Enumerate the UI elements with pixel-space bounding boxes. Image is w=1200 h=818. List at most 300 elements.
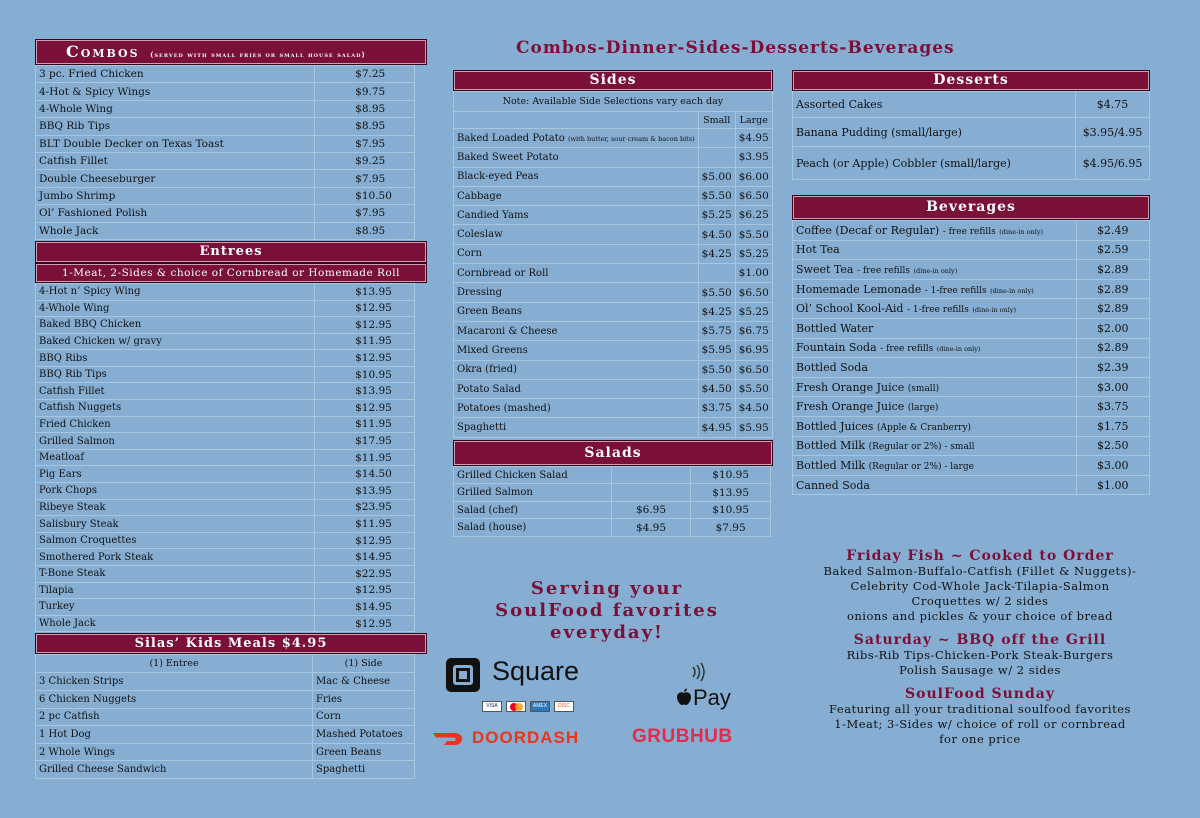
kids-table xyxy=(35,654,415,779)
discover-card-icon: DISC xyxy=(554,701,574,712)
beverage-item-extra: - free refills xyxy=(880,344,934,355)
serving-line-2: SoulFood favorites xyxy=(495,600,719,621)
salad-item-name: Grilled Salmon xyxy=(454,484,612,502)
entrees-header xyxy=(35,241,427,263)
left-column xyxy=(35,39,427,779)
kids-entree: Grilled Cheese Sandwich xyxy=(36,761,313,779)
side-item xyxy=(454,302,699,321)
mastercard-icon xyxy=(506,701,526,712)
special-block xyxy=(800,548,1160,624)
combo-item-price: $7.95 xyxy=(315,170,415,187)
entree-row xyxy=(36,416,415,433)
beverage-item-extra: - free refills xyxy=(942,226,996,237)
visa-card-icon: VISA xyxy=(482,701,502,712)
entree-row xyxy=(36,300,415,317)
entrees-title: Entrees xyxy=(199,243,263,259)
side-small-price: $5.50 xyxy=(698,360,735,379)
side-small-price xyxy=(698,264,735,283)
side-row xyxy=(454,283,773,302)
beverage-item-extra: (Apple & Cranberry) xyxy=(876,422,972,433)
side-small-price: $5.95 xyxy=(698,341,735,360)
beverage-row xyxy=(793,436,1150,456)
combo-item-price: $8.95 xyxy=(315,100,415,117)
salad-large-price: $10.95 xyxy=(691,501,771,519)
kids-entree: 2 pc Catfish xyxy=(36,708,313,726)
sides-col-large: Large xyxy=(735,112,772,129)
sides-note-row xyxy=(454,92,773,112)
side-item-name: Spaghetti xyxy=(457,422,507,434)
entrees-subheader xyxy=(35,263,427,283)
side-item-name: Macaroni & Cheese xyxy=(457,325,558,337)
apple-pay-label: Pay xyxy=(693,685,731,710)
side-item-name: Cabbage xyxy=(457,190,502,202)
right-column xyxy=(792,70,1150,180)
beverage-row xyxy=(793,358,1150,378)
beverage-item xyxy=(793,475,1077,495)
beverage-item-name: Hot Tea xyxy=(796,243,840,257)
beverage-item-name: Bottled Milk xyxy=(796,439,866,453)
special-block xyxy=(800,632,1160,678)
salad-small-price: $4.95 xyxy=(611,519,691,537)
salad-row xyxy=(454,484,771,502)
dessert-row xyxy=(793,147,1150,180)
beverage-item-name: Bottled Soda xyxy=(796,360,868,374)
entree-row xyxy=(36,333,415,350)
entree-row xyxy=(36,350,415,367)
side-item xyxy=(454,264,699,283)
side-row xyxy=(454,379,773,398)
beverage-item xyxy=(793,456,1077,476)
side-item xyxy=(454,129,699,148)
kids-side: Mashed Potatoes xyxy=(313,726,415,744)
side-small-price: $5.00 xyxy=(698,167,735,186)
beverage-item xyxy=(793,318,1077,338)
combos-title: Combos xyxy=(66,42,140,61)
entree-item-price: $12.95 xyxy=(315,350,415,367)
side-row xyxy=(454,206,773,225)
grubhub-label: GRUBHUB xyxy=(632,726,733,747)
beverage-item-price: $2.39 xyxy=(1076,358,1149,378)
beverage-item xyxy=(793,299,1077,319)
entree-item-price: $12.95 xyxy=(315,615,415,632)
salad-small-price: $6.95 xyxy=(611,501,691,519)
square-icon xyxy=(446,658,480,692)
beverage-item-price: $2.50 xyxy=(1076,436,1149,456)
special-line: Celebrity Cod-Whole Jack-Tilapia-Salmon xyxy=(850,579,1110,593)
entree-row xyxy=(36,549,415,566)
serving-line-3: everyday! xyxy=(550,622,664,643)
entree-item-name: Salisbury Steak xyxy=(36,516,315,533)
combo-item-price: $7.25 xyxy=(315,66,415,83)
beverage-item-price: $3.00 xyxy=(1076,456,1149,476)
side-item xyxy=(454,379,699,398)
side-large-price: $5.25 xyxy=(735,244,772,263)
combo-item-price: $9.25 xyxy=(315,152,415,169)
entrees-table xyxy=(35,283,415,632)
beverage-item-name: Sweet Tea xyxy=(796,262,854,276)
beverage-item xyxy=(793,240,1077,260)
combo-item-price: $9.75 xyxy=(315,83,415,100)
combo-item-name: Catfish Fillet xyxy=(36,152,315,169)
dessert-row xyxy=(793,118,1150,147)
dessert-item-price: $3.95/4.95 xyxy=(1076,118,1150,147)
dessert-item-name: Peach (or Apple) Cobbler (small/large) xyxy=(793,147,1076,180)
beverage-item-extra: (small) xyxy=(907,383,940,394)
side-item xyxy=(454,399,699,418)
side-item-name: Dressing xyxy=(457,287,503,299)
kids-side: Green Beans xyxy=(313,743,415,761)
salad-large-price: $7.95 xyxy=(691,519,771,537)
entree-item-name: Salmon Croquettes xyxy=(36,532,315,549)
square-label: Square xyxy=(492,656,580,686)
combo-item-price: $10.50 xyxy=(315,187,415,204)
desserts-header xyxy=(792,70,1150,91)
sides-col-small: Small xyxy=(698,112,735,129)
special-title: Friday Fish ~ Cooked to Order xyxy=(846,548,1114,564)
entree-row xyxy=(36,383,415,400)
sides-col-blank xyxy=(454,112,699,129)
special-line: for one price xyxy=(939,732,1021,746)
special-line: Baked Salmon-Buffalo-Catfish (Fillet & Nuggets)- xyxy=(823,564,1137,578)
beverage-row xyxy=(793,397,1150,417)
card-logos xyxy=(482,701,574,713)
entree-item-name: BBQ Rib Tips xyxy=(36,366,315,383)
side-row xyxy=(454,225,773,244)
special-line: Featuring all your traditional soulfood favorites xyxy=(829,702,1131,716)
side-large-price: $4.50 xyxy=(735,399,772,418)
entree-item-price: $22.95 xyxy=(315,566,415,583)
salad-item-name: Salad (house) xyxy=(454,519,612,537)
side-item xyxy=(454,206,699,225)
beverage-row xyxy=(793,456,1150,476)
combo-item-name: 4-Whole Wing xyxy=(36,100,315,117)
beverage-item-name: Homemade Lemonade xyxy=(796,282,922,296)
entree-item-name: Baked BBQ Chicken xyxy=(36,317,315,334)
side-large-price: $5.95 xyxy=(735,418,772,437)
side-item-name: Mixed Greens xyxy=(457,344,528,356)
salad-large-price: $10.95 xyxy=(691,466,771,484)
beverage-item-name: Fresh Orange Juice xyxy=(796,400,905,414)
side-item-name: Corn xyxy=(457,248,482,260)
entree-item-price: $12.95 xyxy=(315,400,415,417)
side-row xyxy=(454,418,773,437)
side-row xyxy=(454,341,773,360)
entree-item-price: $11.95 xyxy=(315,416,415,433)
dessert-item-name: Banana Pudding (small/large) xyxy=(793,118,1076,147)
kids-row xyxy=(36,708,415,726)
side-small-price xyxy=(698,148,735,167)
side-row xyxy=(454,148,773,167)
side-item-name: Baked Loaded Potato xyxy=(457,132,565,144)
middle-column xyxy=(453,70,773,537)
sides-table xyxy=(453,91,773,438)
side-large-price: $6.25 xyxy=(735,206,772,225)
combo-row xyxy=(36,222,415,239)
side-item-name: Potato Salad xyxy=(457,383,521,395)
beverage-item-name: Bottled Milk xyxy=(796,458,866,472)
dessert-item-name: Assorted Cakes xyxy=(793,92,1076,118)
kids-side: Mac & Cheese xyxy=(313,673,415,691)
beverage-item-name: Bottled Water xyxy=(796,321,874,335)
entree-item-price: $13.95 xyxy=(315,283,415,300)
kids-row xyxy=(36,673,415,691)
beverage-row xyxy=(793,377,1150,397)
kids-title: Silas’ Kids Meals $4.95 xyxy=(134,636,328,652)
desserts-table xyxy=(792,91,1150,180)
side-small-price: $4.50 xyxy=(698,225,735,244)
combo-row xyxy=(36,66,415,83)
side-small-price: $5.25 xyxy=(698,206,735,225)
entree-row xyxy=(36,516,415,533)
side-item xyxy=(454,148,699,167)
combo-item-name: BBQ Rib Tips xyxy=(36,118,315,135)
salads-title: Salads xyxy=(584,444,642,461)
beverage-item-extra: (Regular or 2%) - large xyxy=(868,461,974,472)
beverages-header xyxy=(792,195,1150,220)
side-large-price: $6.75 xyxy=(735,321,772,340)
side-row xyxy=(454,399,773,418)
entree-item-price: $14.95 xyxy=(315,599,415,616)
beverage-row xyxy=(793,475,1150,495)
special-block xyxy=(800,686,1160,747)
side-large-price: $6.00 xyxy=(735,167,772,186)
entree-item-price: $10.95 xyxy=(315,366,415,383)
side-large-price: $5.50 xyxy=(735,379,772,398)
sides-title: Sides xyxy=(589,72,637,88)
beverage-row xyxy=(793,221,1150,241)
entree-row xyxy=(36,449,415,466)
kids-entree: 2 Whole Wings xyxy=(36,743,313,761)
side-large-price: $5.50 xyxy=(735,225,772,244)
side-item xyxy=(454,167,699,186)
side-row xyxy=(454,244,773,263)
entree-row xyxy=(36,499,415,516)
sides-note: Note: Available Side Selections vary each day xyxy=(454,92,773,112)
salad-row xyxy=(454,501,771,519)
side-item-name: Cornbread or Roll xyxy=(457,267,549,279)
beverage-item xyxy=(793,260,1077,280)
dessert-item-price: $4.95/6.95 xyxy=(1076,147,1150,180)
combo-row xyxy=(36,83,415,100)
entree-item-name: 4-Whole Wing xyxy=(36,300,315,317)
entree-row xyxy=(36,433,415,450)
doordash-label: DOORDASH xyxy=(472,728,580,747)
beverage-item-price: $2.89 xyxy=(1076,279,1149,299)
combo-item-name: BLT Double Decker on Texas Toast xyxy=(36,135,315,152)
beverage-item-extra: (large) xyxy=(907,403,939,414)
entree-row xyxy=(36,400,415,417)
beverage-item xyxy=(793,221,1077,241)
beverages-section xyxy=(792,195,1150,495)
beverage-item-extra: - 1-free refills xyxy=(906,305,969,316)
entree-item-name: Fried Chicken xyxy=(36,416,315,433)
combo-item-name: 3 pc. Fried Chicken xyxy=(36,66,315,83)
special-line: Ribs-Rib Tips-Chicken-Pork Steak-Burgers xyxy=(846,648,1114,662)
kids-side: Corn xyxy=(313,708,415,726)
side-row xyxy=(454,264,773,283)
entree-item-name: Tilapia xyxy=(36,582,315,599)
kids-col-side: (1) Side xyxy=(313,655,415,673)
combo-row xyxy=(36,152,415,169)
combo-item-name: Double Cheeseburger xyxy=(36,170,315,187)
kids-side: Spaghetti xyxy=(313,761,415,779)
entree-item-name: Pig Ears xyxy=(36,466,315,483)
side-large-price: $5.25 xyxy=(735,302,772,321)
kids-header xyxy=(35,633,427,654)
beverage-item xyxy=(793,358,1077,378)
apple-icon xyxy=(676,688,692,706)
beverage-item-price: $2.89 xyxy=(1076,260,1149,280)
combo-row xyxy=(36,118,415,135)
beverage-item-price: $2.89 xyxy=(1076,299,1149,319)
combo-row xyxy=(36,100,415,117)
side-item-name: Black-eyed Peas xyxy=(457,171,539,183)
entree-item-price: $14.95 xyxy=(315,549,415,566)
side-item xyxy=(454,321,699,340)
beverage-item-price: $1.75 xyxy=(1076,416,1149,436)
beverage-item-note: (dine-in only) xyxy=(990,286,1034,295)
combo-item-price: $8.95 xyxy=(315,222,415,239)
dessert-item-price: $4.75 xyxy=(1076,92,1150,118)
kids-entree: 3 Chicken Strips xyxy=(36,673,313,691)
kids-row xyxy=(36,690,415,708)
beverage-row xyxy=(793,240,1150,260)
combo-row xyxy=(36,135,415,152)
desserts-title: Desserts xyxy=(933,72,1009,88)
beverage-item-price: $2.00 xyxy=(1076,318,1149,338)
beverage-item xyxy=(793,416,1077,436)
page-title: Combos-Dinner-Sides-Desserts-Beverages xyxy=(516,38,955,58)
beverage-item-note: (dine-in only) xyxy=(972,306,1017,315)
entree-item-name: Whole Jack xyxy=(36,615,315,632)
side-item xyxy=(454,341,699,360)
beverage-row xyxy=(793,338,1150,358)
combo-item-price: $7.95 xyxy=(315,135,415,152)
side-item xyxy=(454,225,699,244)
entree-item-price: $11.95 xyxy=(315,516,415,533)
entree-item-price: $23.95 xyxy=(315,499,415,516)
salad-row xyxy=(454,519,771,537)
side-row xyxy=(454,186,773,205)
beverage-item xyxy=(793,397,1077,417)
beverage-item-name: Fountain Soda xyxy=(796,341,877,355)
side-small-price: $3.75 xyxy=(698,399,735,418)
beverages-title: Beverages xyxy=(926,199,1016,215)
entree-item-name: Pork Chops xyxy=(36,483,315,500)
beverage-item xyxy=(793,377,1077,397)
serving-tagline xyxy=(452,578,762,644)
side-item-name: Potatoes (mashed) xyxy=(457,402,551,414)
beverage-item-note: (dine-in only) xyxy=(936,345,981,354)
entree-row xyxy=(36,366,415,383)
salad-item-name: Grilled Chicken Salad xyxy=(454,466,612,484)
salad-small-price xyxy=(611,484,691,502)
side-large-price: $4.95 xyxy=(735,129,772,148)
entree-row xyxy=(36,582,415,599)
entree-row xyxy=(36,615,415,632)
combo-row xyxy=(36,187,415,204)
side-item xyxy=(454,244,699,263)
kids-col-header-row xyxy=(36,655,415,673)
entree-row xyxy=(36,599,415,616)
entree-item-name: T-Bone Steak xyxy=(36,566,315,583)
entrees-subtitle: 1-Meat, 2-Sides & choice of Cornbread or Homemade Roll xyxy=(62,266,400,279)
kids-row xyxy=(36,761,415,779)
beverage-item-note: (dine-in only) xyxy=(999,227,1043,236)
beverage-item xyxy=(793,436,1077,456)
side-small-price: $5.50 xyxy=(698,186,735,205)
entree-row xyxy=(36,317,415,334)
combo-item-price: $7.95 xyxy=(315,205,415,222)
side-small-price xyxy=(698,129,735,148)
entree-item-name: Catfish Fillet xyxy=(36,383,315,400)
side-small-price: $4.25 xyxy=(698,302,735,321)
side-item-name: Coleslaw xyxy=(457,229,503,241)
entree-item-price: $13.95 xyxy=(315,383,415,400)
combo-item-name: Whole Jack xyxy=(36,222,315,239)
salad-item-name: Salad (chef) xyxy=(454,501,612,519)
beverage-item-name: Canned Soda xyxy=(796,478,870,492)
entree-item-price: $12.95 xyxy=(315,582,415,599)
special-line: onions and pickles & your choice of bread xyxy=(846,609,1114,623)
side-large-price: $6.50 xyxy=(735,283,772,302)
kids-col-entree: (1) Entree xyxy=(36,655,313,673)
entree-row xyxy=(36,566,415,583)
special-line: Croquettes w/ 2 sides xyxy=(911,594,1049,608)
entree-item-name: Smothered Pork Steak xyxy=(36,549,315,566)
beverage-item-extra: - 1-free refills xyxy=(924,285,987,296)
dessert-row xyxy=(793,92,1150,118)
beverage-item-extra: - free refills xyxy=(856,265,911,276)
entree-item-name: Meatloaf xyxy=(36,449,315,466)
entree-item-price: $13.95 xyxy=(315,483,415,500)
side-row xyxy=(454,129,773,148)
combo-row xyxy=(36,170,415,187)
side-item-note: (with butter, sour cream & bacon bits) xyxy=(567,134,695,143)
side-small-price: $5.50 xyxy=(698,283,735,302)
side-item-name: Green Beans xyxy=(457,306,523,318)
entree-item-price: $14.50 xyxy=(315,466,415,483)
combo-item-name: Jumbo Shrimp xyxy=(36,187,315,204)
entree-item-name: Baked Chicken w/ gravy xyxy=(36,333,315,350)
beverage-item xyxy=(793,338,1077,358)
combo-item-name: 4-Hot & Spicy Wings xyxy=(36,83,315,100)
salads-header xyxy=(453,440,773,466)
entree-item-price: $12.95 xyxy=(315,532,415,549)
side-small-price: $4.95 xyxy=(698,418,735,437)
side-small-price: $4.25 xyxy=(698,244,735,263)
side-large-price: $6.50 xyxy=(735,360,772,379)
amex-card-icon: AMEX xyxy=(530,701,550,712)
side-row xyxy=(454,360,773,379)
entree-item-price: $11.95 xyxy=(315,449,415,466)
entree-item-name: Catfish Nuggets xyxy=(36,400,315,417)
entree-row xyxy=(36,466,415,483)
beverage-item-price: $2.59 xyxy=(1076,240,1149,260)
salads-table xyxy=(453,466,771,537)
beverage-row xyxy=(793,299,1150,319)
beverage-row xyxy=(793,279,1150,299)
side-row xyxy=(454,321,773,340)
beverage-row xyxy=(793,260,1150,280)
kids-entree: 1 Hot Dog xyxy=(36,726,313,744)
side-small-price: $4.50 xyxy=(698,379,735,398)
combos-table xyxy=(35,65,415,240)
beverage-item-note: (dine-in only) xyxy=(913,266,958,275)
grubhub-logo xyxy=(632,726,733,748)
special-line: 1-Meat; 3-Sides w/ choice of roll or cornbread xyxy=(834,717,1126,731)
side-large-price: $6.95 xyxy=(735,341,772,360)
